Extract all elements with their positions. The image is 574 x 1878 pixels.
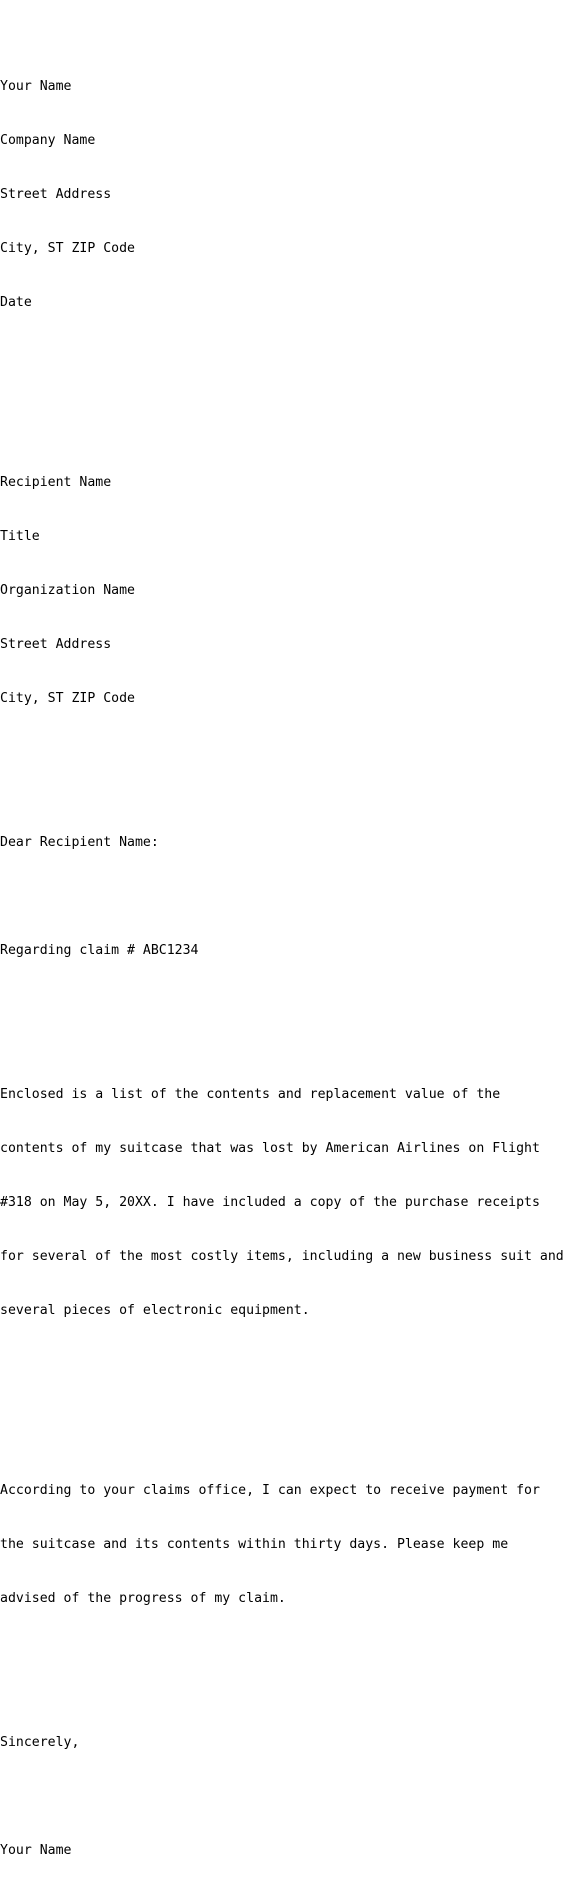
body-paragraph-1 [0,1050,574,1356]
sender-street: Street Address [0,187,112,202]
spacer [0,1788,574,1806]
recipient-street: Street Address [0,637,112,652]
paragraph-line: several pieces of electronic equipment. [0,1303,310,1318]
recipient-block [0,438,574,744]
paragraph-line: #318 on May 5, 20XX. I have included a copy of the purchase receipts [0,1195,540,1210]
sender-company: Company Name [0,133,96,148]
closing: Sincerely, [0,1735,80,1750]
recipient-title: Title [0,529,40,544]
recipient-name: Recipient Name [0,475,112,490]
letter-document [0,6,574,1878]
sender-block [0,42,574,348]
sender-city: City, ST ZIP Code [0,241,135,256]
recipient-city: City, ST ZIP Code [0,691,135,706]
spacer [0,384,574,402]
salutation: Dear Recipient Name: [0,835,159,850]
spacer [0,888,574,906]
paragraph-line: for several of the most costly items, including a new business suit and [0,1249,564,1264]
recipient-organization: Organization Name [0,583,135,598]
spacer [0,1392,574,1410]
paragraph-line: Enclosed is a list of the contents and replacement value of the [0,1087,501,1102]
body-paragraph-2 [0,1446,574,1644]
paragraph-line: advised of the progress of my claim. [0,1591,286,1606]
spacer [0,1680,574,1698]
signature: Your Name [0,1843,72,1858]
spacer [0,996,574,1014]
sender-name: Your Name [0,79,72,94]
paragraph-line: the suitcase and its contents within thirty days. Please keep me [0,1537,509,1552]
regarding-line: Regarding claim # ABC1234 [0,943,199,958]
spacer [0,780,574,798]
paragraph-line: According to your claims office, I can expect to receive payment for [0,1483,540,1498]
paragraph-line: contents of my suitcase that was lost by American Airlines on Flight [0,1141,540,1156]
letter-date: Date [0,295,32,310]
